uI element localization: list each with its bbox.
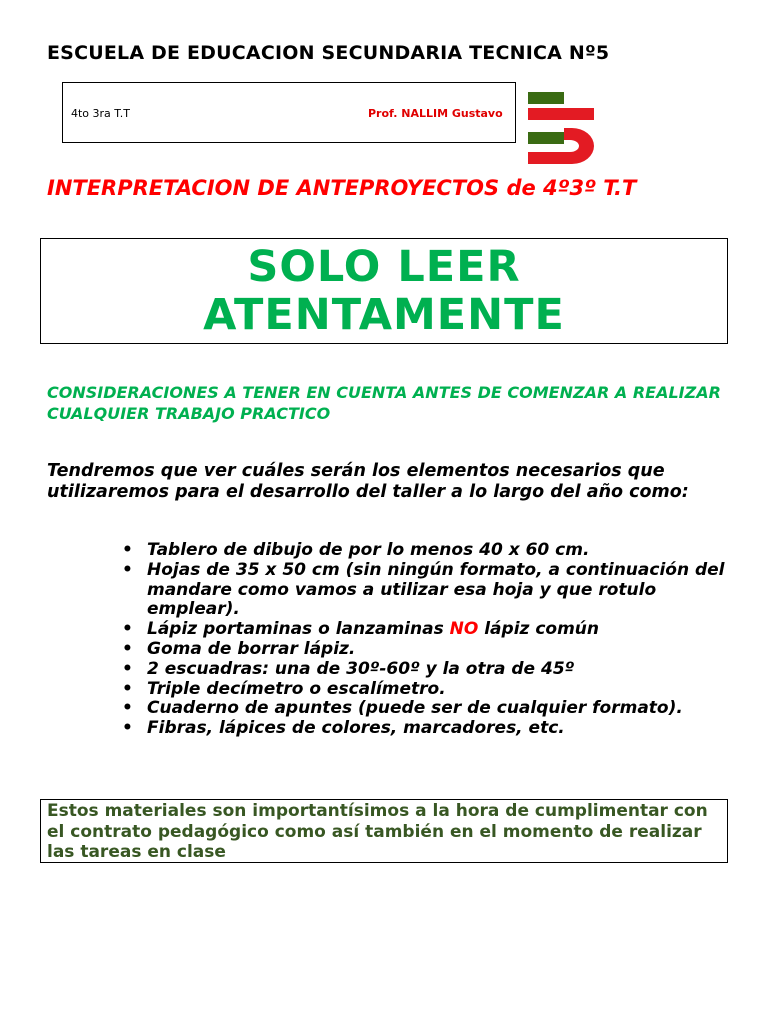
list-item: • Tablero de dibujo de por lo menos 40 x 60 cm. <box>122 540 590 560</box>
list-item: • Hojas de 35 x 50 cm (sin ningún formato, a continuación del mandare como vamos a utilizar esa hoja y que rotulo emplear). <box>122 559 725 620</box>
logo-arc-red <box>564 128 594 164</box>
bullet-icon: • <box>122 658 133 679</box>
professor-name: Prof. NALLIM Gustavo <box>368 107 503 120</box>
bullet-icon: • <box>122 718 133 739</box>
logo-bar-red-1 <box>528 108 564 120</box>
bullet-icon: • <box>122 678 133 699</box>
list-item: • 2 escuadras: una de 30º-60º y la otra de 45º <box>122 658 575 679</box>
list-item: • Fibras, lápices de colores, marcadores, etc. <box>122 718 565 739</box>
logo-bar-green-2 <box>528 132 564 144</box>
notice-line-2: ATENTAMENTE <box>203 290 565 340</box>
logo-bar-green-1 <box>528 92 564 104</box>
read-carefully-box <box>40 238 728 344</box>
school-logo <box>492 84 596 168</box>
list-item: • Cuaderno de apuntes (puede ser de cualquier formato). <box>122 698 683 719</box>
considerations-heading: CONSIDERACIONES A TENER EN CUENTA ANTES DE COMENZAR A REALIZAR CUALQUIER TRABAJO PRACTICO <box>47 383 721 423</box>
bullet-icon: • <box>122 540 133 560</box>
logo-bar-red-2 <box>528 152 564 164</box>
list-item: • Triple decímetro o escalímetro. <box>122 678 446 699</box>
bullet-icon: • <box>122 559 133 580</box>
logo-arc-cap <box>564 108 594 120</box>
course-title: INTERPRETACION DE ANTEPROYECTOS de 4º3º T.T <box>47 176 637 200</box>
notice-line-1: SOLO LEER <box>247 242 521 292</box>
bullet-icon: • <box>122 698 133 719</box>
materials-list <box>122 541 742 739</box>
bullet-icon: • <box>122 638 133 659</box>
course-label: 4to 3ra T.T <box>71 107 130 120</box>
no-highlight: NO <box>449 619 479 640</box>
materials-note-box: Estos materiales son importantísimos a la hora de cumplimentar con el contrato pedagógico como así también en el momento de realizar las tareas en clase <box>40 799 728 863</box>
school-name: ESCUELA DE EDUCACION SECUNDARIA TECNICA Nº5 <box>47 42 610 64</box>
list-item: • Goma de borrar lápiz. <box>122 638 356 659</box>
bullet-icon: • <box>122 619 133 640</box>
list-item: • Lápiz portaminas o lanzaminas NO lápiz común <box>122 619 600 640</box>
intro-paragraph: Tendremos que ver cuáles serán los elementos necesarios que utilizaremos para el desarrollo del taller a lo largo del año como: <box>47 461 689 502</box>
course-info-box <box>62 82 516 143</box>
